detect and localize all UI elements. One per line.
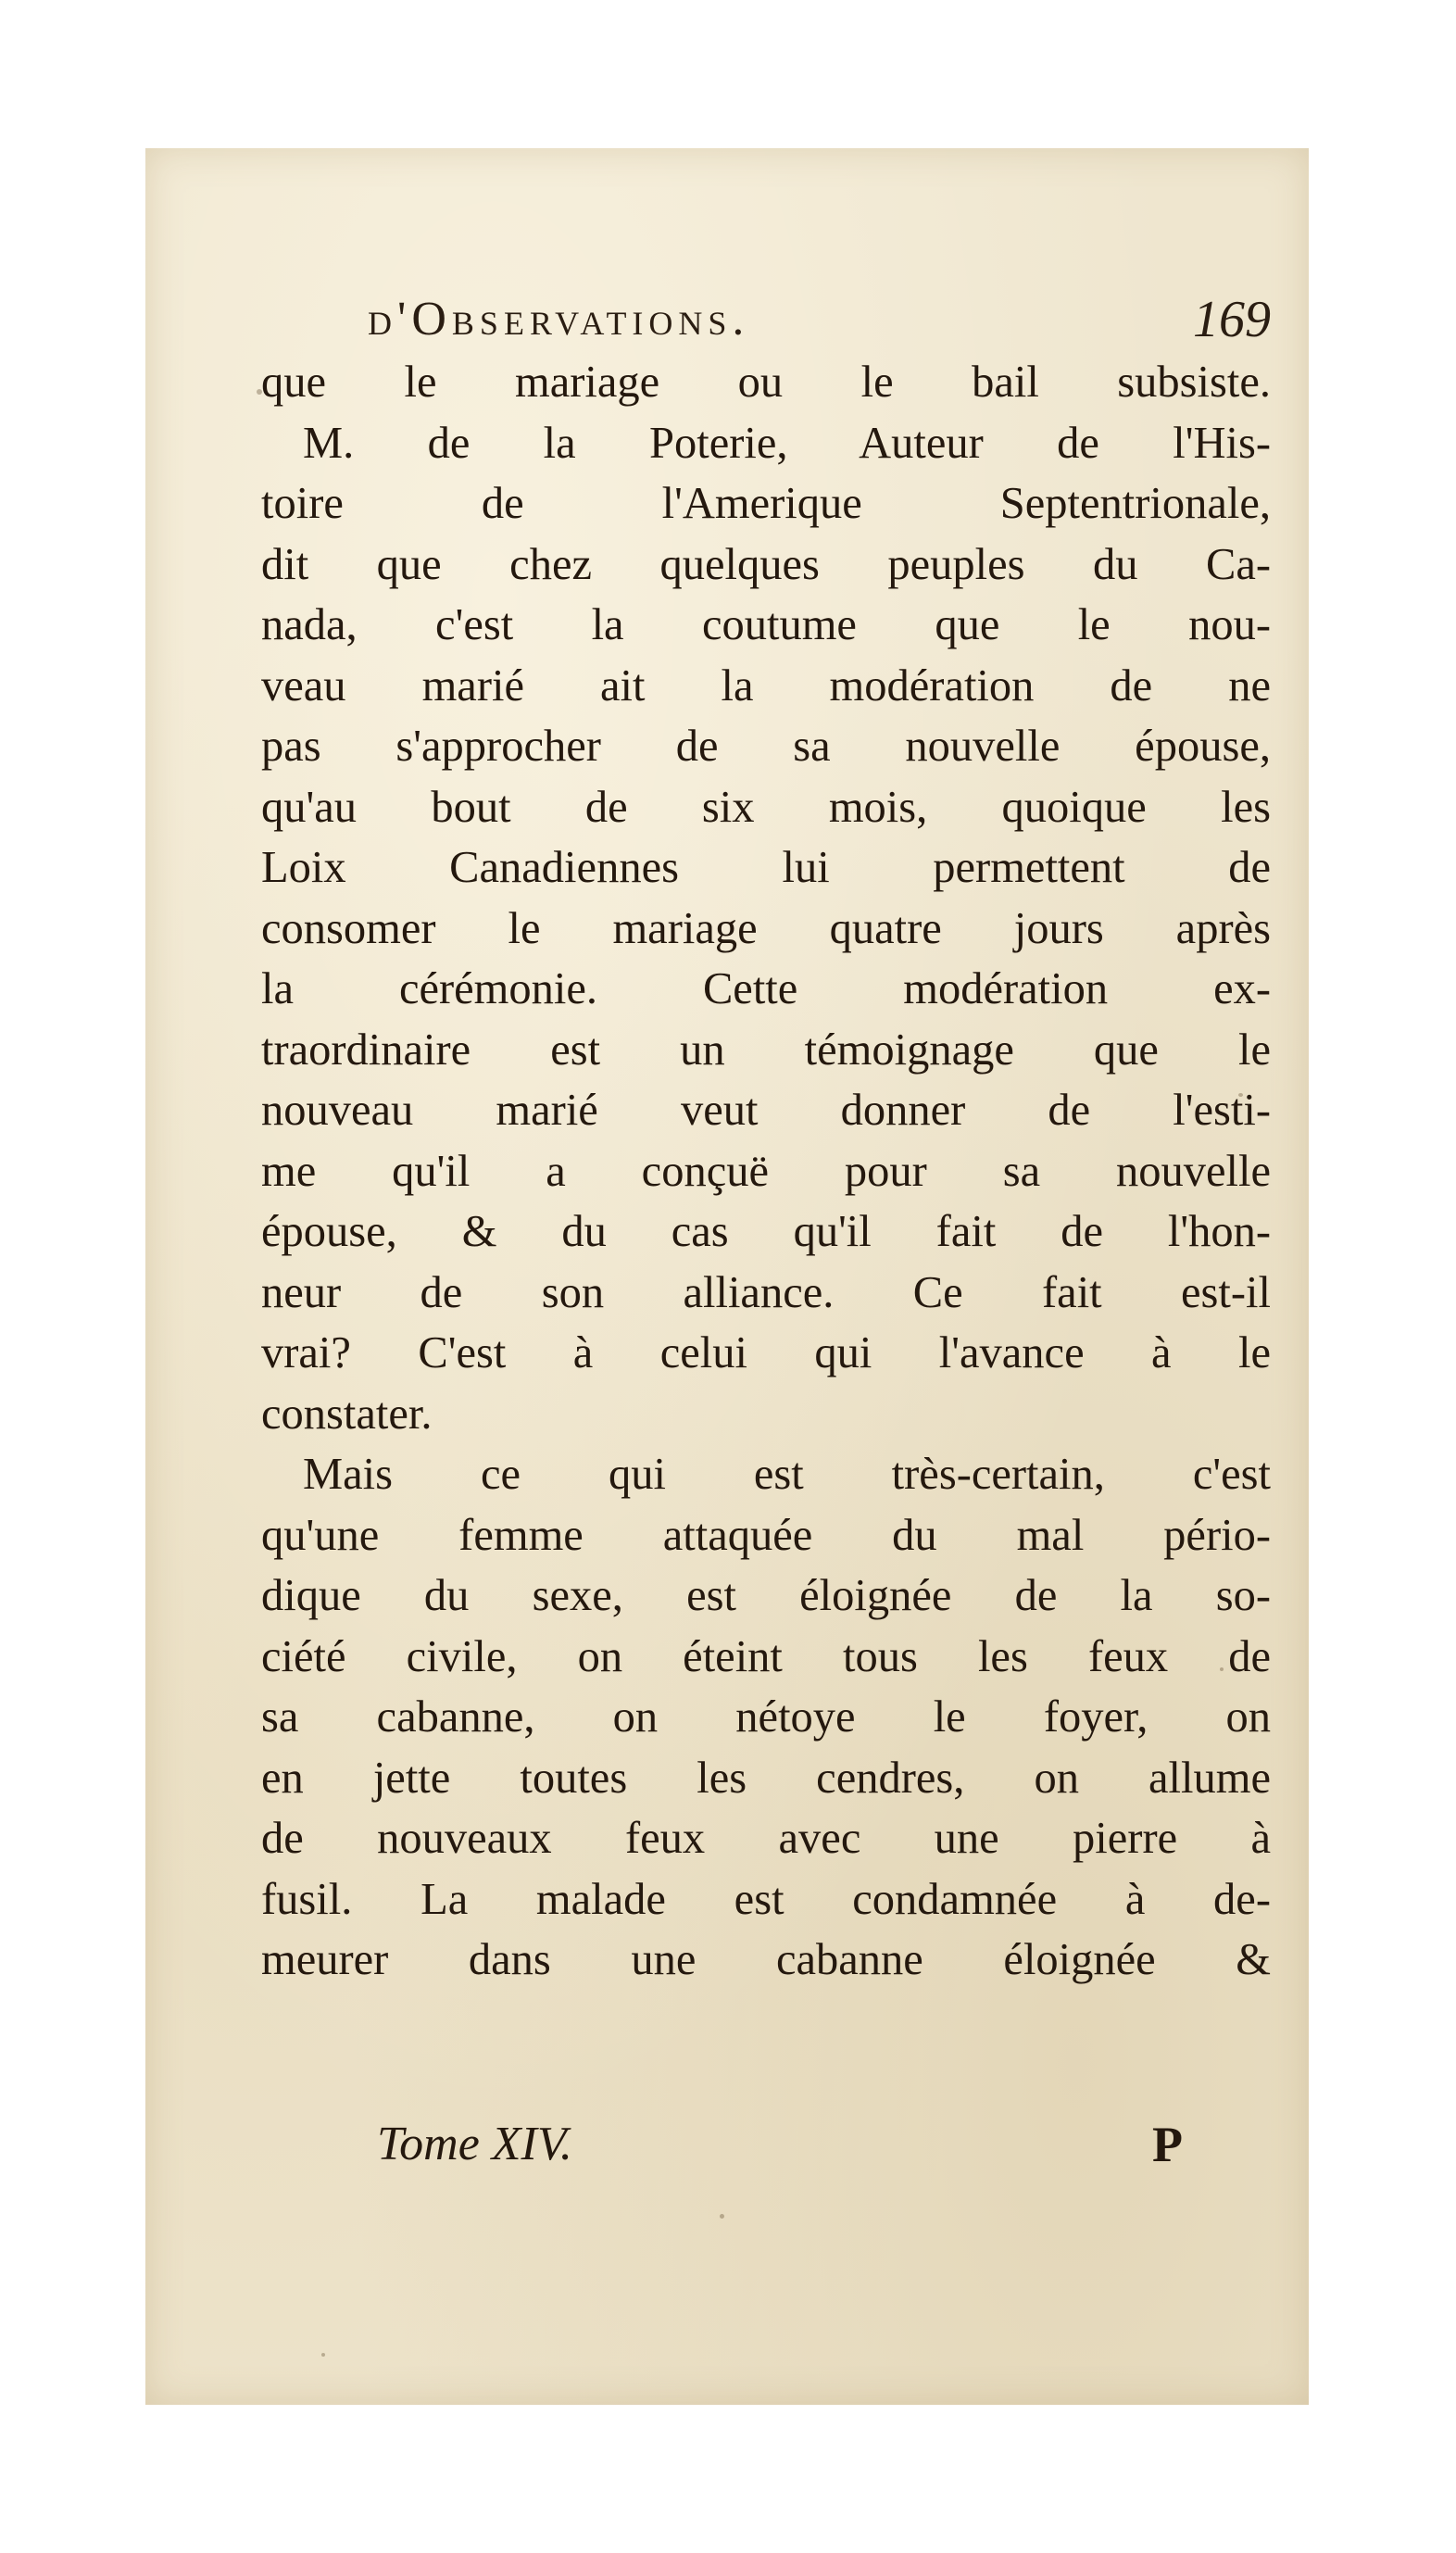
text-line: nada, c'est la coutume que le nou- bbox=[261, 600, 1271, 649]
text-line: la cérémonie. Cette modération ex- bbox=[261, 964, 1271, 1013]
running-title: d'Observations. bbox=[368, 293, 750, 346]
text-line: pas s'approcher de sa nouvelle épouse, bbox=[261, 722, 1271, 771]
text-line: qu'au bout de six mois, quoique les bbox=[261, 782, 1271, 832]
text-line: qu'une femme attaquée du mal pério- bbox=[261, 1510, 1271, 1560]
text-line: meurer dans une cabanne éloignée & bbox=[261, 1935, 1271, 1984]
text-line: veau marié ait la modération de ne bbox=[261, 660, 1271, 711]
text-line: fusil. La malade est condamnée à de- bbox=[261, 1874, 1271, 1924]
text-line: sa cabanne, on nétoye le foyer, on bbox=[261, 1692, 1271, 1742]
page-footer bbox=[377, 2112, 1183, 2177]
text-line: vrai? C'est à celui qui l'avance à le bbox=[261, 1328, 1271, 1377]
paper-speck bbox=[720, 2214, 724, 2219]
text-line: M. de la Poterie, Auteur de l'His- bbox=[303, 418, 1271, 468]
text-line: constater. bbox=[261, 1389, 433, 1439]
signature-mark: P bbox=[1152, 2117, 1183, 2172]
body-text bbox=[261, 352, 1271, 1991]
text-line: épouse, & du cas qu'il fait de l'hon- bbox=[261, 1207, 1271, 1256]
text-line: consomer le mariage quatre jours après bbox=[261, 903, 1271, 953]
text-line: neur de son alliance. Ce fait est-il bbox=[261, 1267, 1271, 1317]
text-line: Loix Canadiennes lui permettent de bbox=[261, 843, 1271, 892]
text-line: me qu'il a conçuë pour sa nouvelle bbox=[261, 1146, 1271, 1196]
page-number: 169 bbox=[1193, 291, 1271, 348]
text-line: en jette toutes les cendres, on allume bbox=[261, 1753, 1271, 1803]
volume-signature: Tome XIV. bbox=[377, 2118, 572, 2170]
page-header bbox=[368, 287, 1271, 352]
paper-speck bbox=[321, 2353, 325, 2357]
text-line: ciété civile, on éteint tous les feux de bbox=[261, 1631, 1271, 1681]
text-line: de nouveaux feux avec une pierre à bbox=[261, 1814, 1271, 1863]
text-line: que le mariage ou le bail subsiste. bbox=[261, 358, 1271, 407]
text-line: toire de l'Amerique Septentrionale, bbox=[261, 479, 1271, 528]
text-line: nouveau marié veut donner de l'esti- bbox=[261, 1086, 1271, 1135]
text-line: Mais ce qui est très-certain, c'est bbox=[303, 1450, 1271, 1499]
text-line: dique du sexe, est éloignée de la so- bbox=[261, 1571, 1271, 1620]
text-line: traordinaire est un témoignage que le bbox=[261, 1025, 1271, 1075]
text-line: dit que chez quelques peuples du Ca- bbox=[261, 539, 1271, 589]
book-page bbox=[145, 148, 1309, 2405]
